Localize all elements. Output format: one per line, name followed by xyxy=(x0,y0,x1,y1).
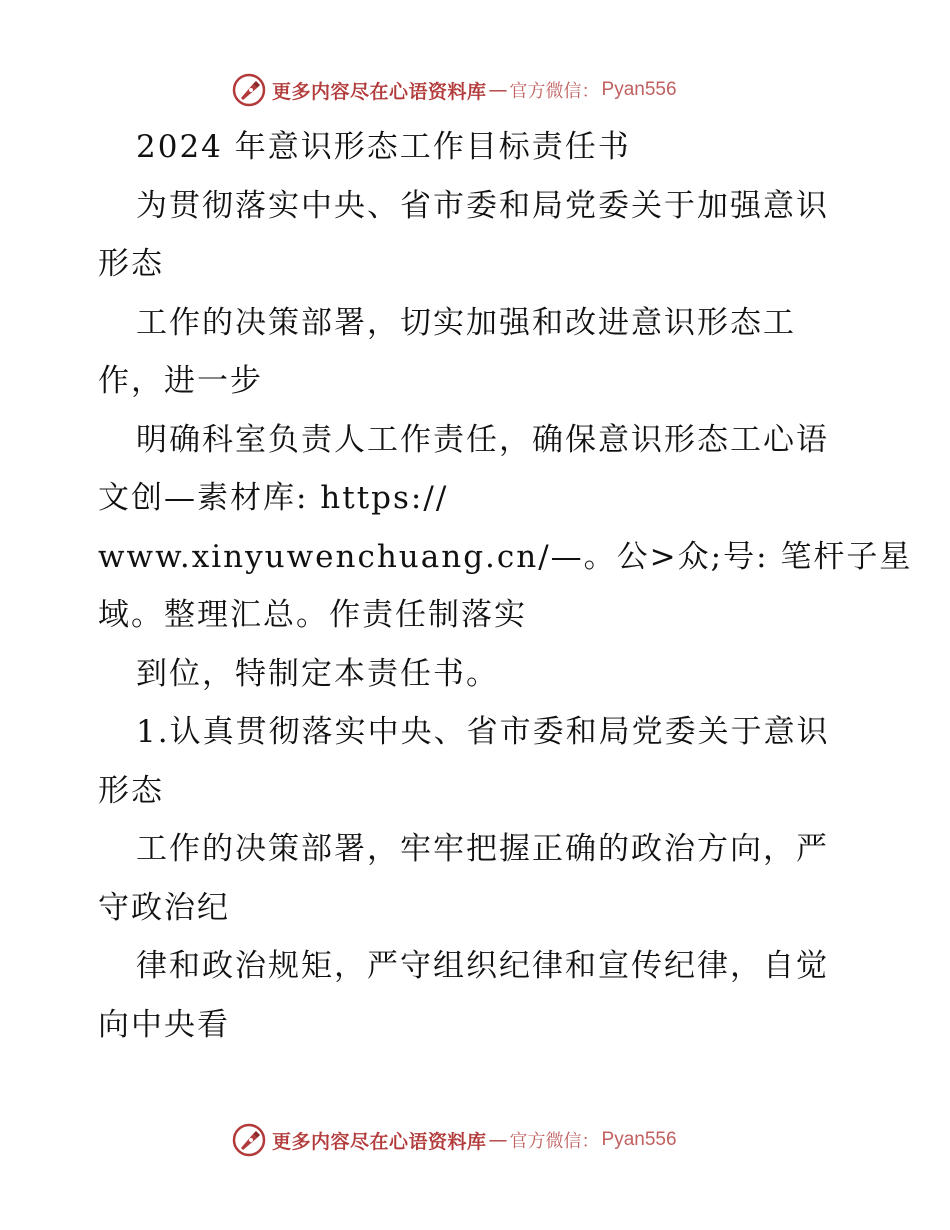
paragraph-line: 工作的决策部署，切实加强和改进意识形态工 xyxy=(136,304,796,341)
paragraph-line: 工作的决策部署，牢牢把握正确的政治方向，严 xyxy=(136,831,829,867)
paragraph-line: 形态 xyxy=(98,246,164,282)
footer-wechat-label: 官方微信： xyxy=(509,1131,600,1152)
paragraph-line: 律和政治规矩，严守组织纪律和宣传纪律，自觉 xyxy=(136,948,829,984)
paragraph-line: 形态 xyxy=(98,772,164,809)
paragraph-line: 域。整理汇总。作责任制落实 xyxy=(98,597,527,633)
header-banner[interactable] xyxy=(232,72,677,108)
paragraph-line: 向中央看 xyxy=(98,1006,230,1043)
paragraph-line: 1.认真贯彻落实中央、省市委和局党委关于意识 xyxy=(136,714,830,750)
paragraph-line: 文创—素材库: https:// xyxy=(98,480,449,516)
header-promo-text: 更多内容尽在心语资料库 xyxy=(272,80,487,103)
paragraph-line: www.xinyuwenchuang.cn/—。公>众;号: 笔杆子星 xyxy=(98,538,913,575)
document-body xyxy=(98,118,913,1054)
footer-dash: — xyxy=(488,1129,508,1151)
footer-banner[interactable] xyxy=(232,1122,677,1158)
pen-nib-logo-icon xyxy=(232,1123,266,1157)
paragraph-line: 为贯彻落实中央、省市委和局党委关于加强意识 xyxy=(136,187,829,224)
header-dash: — xyxy=(488,79,508,101)
footer-promo-text: 更多内容尽在心语资料库 xyxy=(272,1130,487,1153)
paragraph-line: 守政治纪 xyxy=(98,889,230,926)
footer-wechat-id: Pyan556 xyxy=(601,1129,677,1150)
paragraph-line: 到位，特制定本责任书。 xyxy=(136,655,499,692)
paragraph-line: 作，进一步 xyxy=(98,363,263,399)
document-title: 2024 年意识形态工作目标责任书 xyxy=(136,129,631,165)
pen-nib-logo-icon xyxy=(232,73,266,107)
header-wechat-id: Pyan556 xyxy=(601,79,677,100)
paragraph-line: 明确科室负责人工作责任，确保意识形态工心语 xyxy=(136,421,829,458)
header-wechat-label: 官方微信： xyxy=(509,81,600,102)
